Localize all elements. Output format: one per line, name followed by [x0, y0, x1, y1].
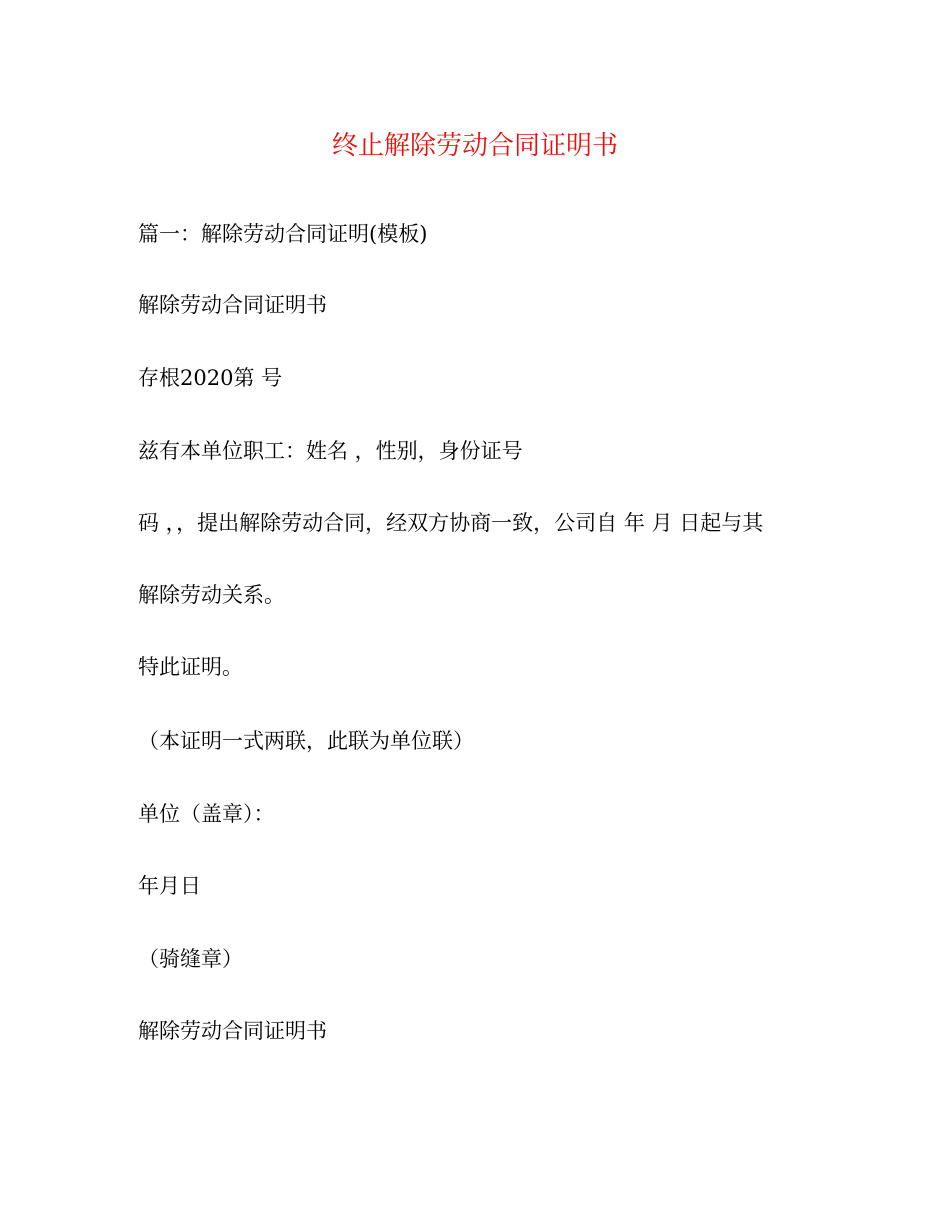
text-line: 解除劳动合同证明书	[138, 1019, 327, 1043]
document-title: 终止解除劳动合同证明书	[331, 131, 618, 161]
text-line: 单位（盖章）：	[138, 802, 275, 826]
text-line: （骑缝章）	[138, 947, 243, 971]
text-line: 篇一：解除劳动合同证明(模板)	[138, 222, 428, 246]
text-line: 存根2020第 号	[138, 366, 283, 390]
text-line: 码 ，，提出解除劳动合同，经双方协商一致，公司自 年 月 日起与其	[138, 511, 764, 535]
text-line: 兹有本单位职工：姓名 ，性别，身份证号	[138, 439, 523, 463]
text-line: 解除劳动合同证明书	[138, 293, 327, 317]
text-line: 特此证明。	[138, 655, 243, 679]
text-line: 解除劳动关系。	[138, 583, 285, 607]
text-line: （本证明一式两联，此联为单位联）	[138, 729, 474, 753]
text-line: 年月日	[138, 874, 201, 898]
